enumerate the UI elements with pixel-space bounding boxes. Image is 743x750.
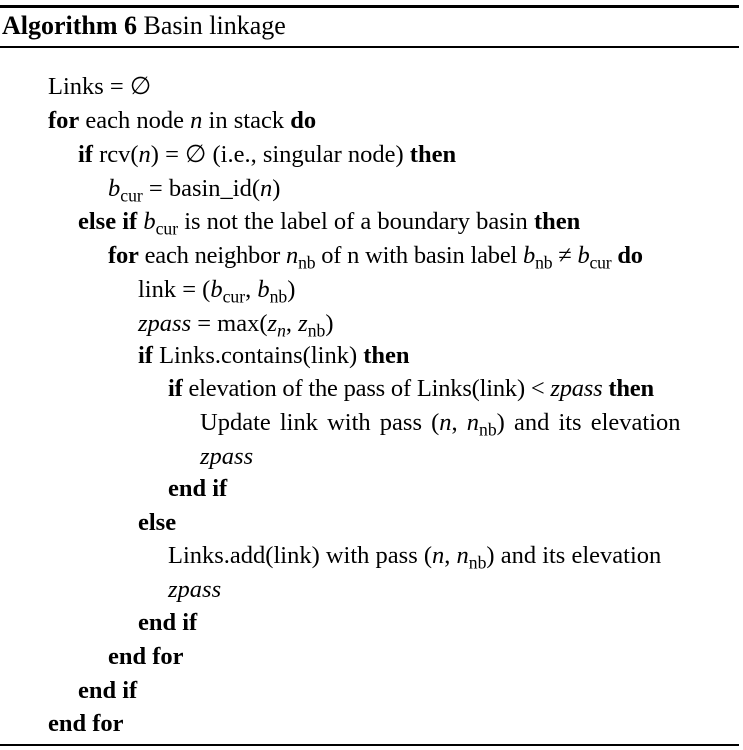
line-5: else if $b_{cur}$ is not the label of a boundary basin then — [78, 208, 581, 239]
keyword-then: then — [409, 141, 457, 168]
line-6: for each neighbor $n_{nb}$ of n with basin label $b_{nb} \ne b_{cur}$ do — [108, 242, 643, 273]
top-rule — [0, 5, 739, 8]
line-19 — [78, 676, 137, 706]
keyword-else-if: else if — [78, 208, 138, 235]
keyword-do: do — [290, 107, 317, 134]
line-16: zpass — [168, 576, 222, 603]
line-14 — [138, 508, 176, 538]
algorithm-caption — [2, 9, 286, 43]
keyword-for: for — [48, 107, 80, 134]
line-13 — [168, 474, 227, 504]
line-11: Update link with pass (n, $n_{nb}$) and its elevation — [200, 409, 681, 440]
keyword-end-for: end for — [48, 710, 124, 737]
line-1 — [48, 72, 151, 102]
line-17 — [138, 608, 197, 638]
keyword-then: then — [533, 208, 581, 235]
links-init: Links = ∅ — [48, 73, 152, 100]
line-20 — [48, 709, 124, 739]
line-8: zpass = $\max(z_n$, $z_{nb}$) — [138, 310, 334, 341]
bottom-rule — [0, 744, 739, 746]
keyword-then: then — [363, 342, 410, 369]
keyword-end-if: end if — [78, 677, 138, 704]
keyword-if: if — [138, 342, 153, 369]
line-9: if Links.contains(link) then — [138, 342, 410, 369]
line-15: Links.add(link) with pass (n, $n_{nb}$) and its elevation — [168, 542, 662, 573]
keyword-if: if — [168, 375, 183, 402]
line-10: if elevation of the pass of Links(link) < zpass then — [168, 375, 654, 402]
algorithm-title: Basin linkage — [143, 11, 286, 40]
keyword-end-if: end if — [168, 475, 228, 502]
keyword-end-for: end for — [108, 643, 184, 670]
keyword-if: if — [78, 141, 93, 168]
line-12: zpass — [200, 443, 254, 470]
keyword-then: then — [608, 375, 654, 402]
algorithm-label: Algorithm 6 — [2, 11, 138, 40]
line-3: if rcv(n) = ∅ (i.e., singular node) then — [78, 141, 457, 168]
line-18 — [108, 642, 184, 672]
caption-rule — [0, 46, 739, 48]
keyword-end-if: end if — [138, 609, 198, 636]
keyword-else: else — [138, 509, 177, 536]
line-2: for each node n in stack do — [48, 107, 317, 134]
keyword-for: for — [108, 242, 139, 269]
line-7: link = ($b_{cur}$, $b_{nb}$) — [138, 276, 296, 307]
keyword-do: do — [617, 242, 643, 269]
line-4: $b_{cur}$ = basin_id(n) — [108, 175, 281, 206]
